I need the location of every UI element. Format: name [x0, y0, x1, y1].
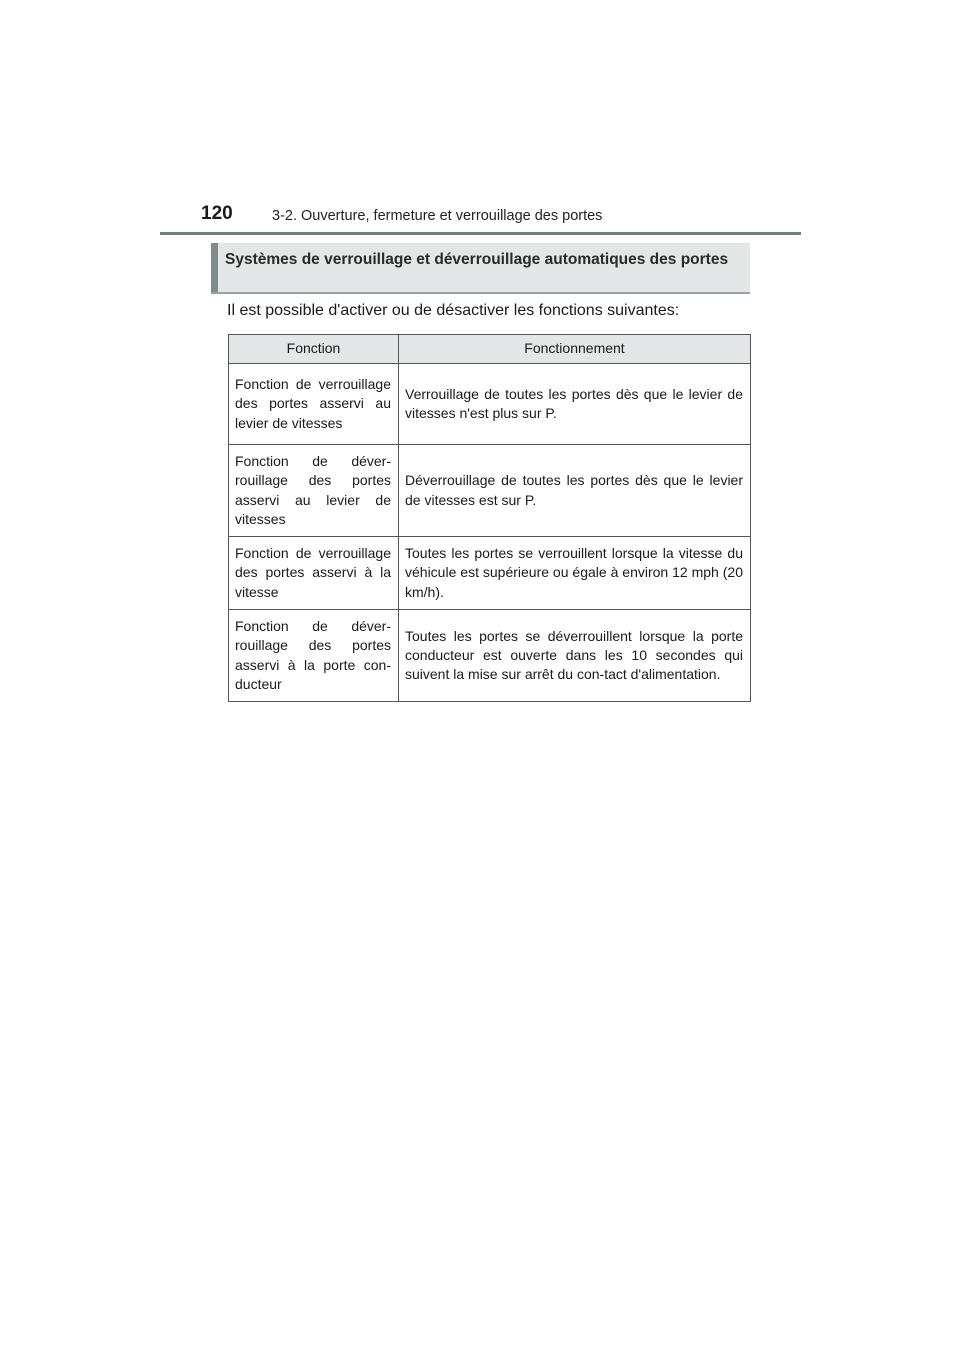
column-header-fonction: Fonction [229, 335, 399, 364]
table-header-row [229, 335, 751, 364]
table-row [229, 537, 751, 610]
section-title: Systèmes de verrouillage et déverrouillage automatiques des portes [225, 251, 729, 268]
table-cell-fonctionnement: Déverrouillage de toutes les portes dès que le levier de vitesses est sur P. [399, 445, 751, 537]
functions-table [228, 334, 751, 702]
running-head: 3-2. Ouverture, fermeture et verrouillage des portes [272, 208, 603, 224]
table-row [229, 364, 751, 445]
table-cell-fonction: Fonction de déver-rouillage des portes asservi au levier de vitesses [229, 445, 399, 537]
table-cell-fonctionnement: Toutes les portes se déverrouillent lorsque la porte conducteur est ouverte dans les 10 secondes qui suivent la mise sur arrêt du con-tact d'alimentation. [399, 610, 751, 702]
table-cell-fonction: Fonction de verrouillage des portes asservi au levier de vitesses [229, 364, 399, 445]
table-row [229, 610, 751, 702]
table-cell-fonction: Fonction de déver-rouillage des portes asservi à la porte con-ducteur [229, 610, 399, 702]
header-rule [160, 232, 801, 235]
column-header-fonctionnement: Fonctionnement [399, 335, 751, 364]
table-cell-fonction: Fonction de verrouillage des portes asservi à la vitesse [229, 537, 399, 610]
table-cell-fonctionnement: Verrouillage de toutes les portes dès que le levier de vitesses n'est plus sur P. [399, 364, 751, 445]
table-row [229, 445, 751, 537]
intro-text: Il est possible d'activer ou de désactiver les fonctions suivantes: [227, 302, 680, 319]
page-number: 120 [201, 203, 233, 224]
section-header-bar [211, 243, 218, 292]
table-cell-fonctionnement: Toutes les portes se verrouillent lorsque la vitesse du véhicule est supérieure ou égale à environ 12 mph (20 km/h). [399, 537, 751, 610]
section-header [211, 243, 750, 294]
